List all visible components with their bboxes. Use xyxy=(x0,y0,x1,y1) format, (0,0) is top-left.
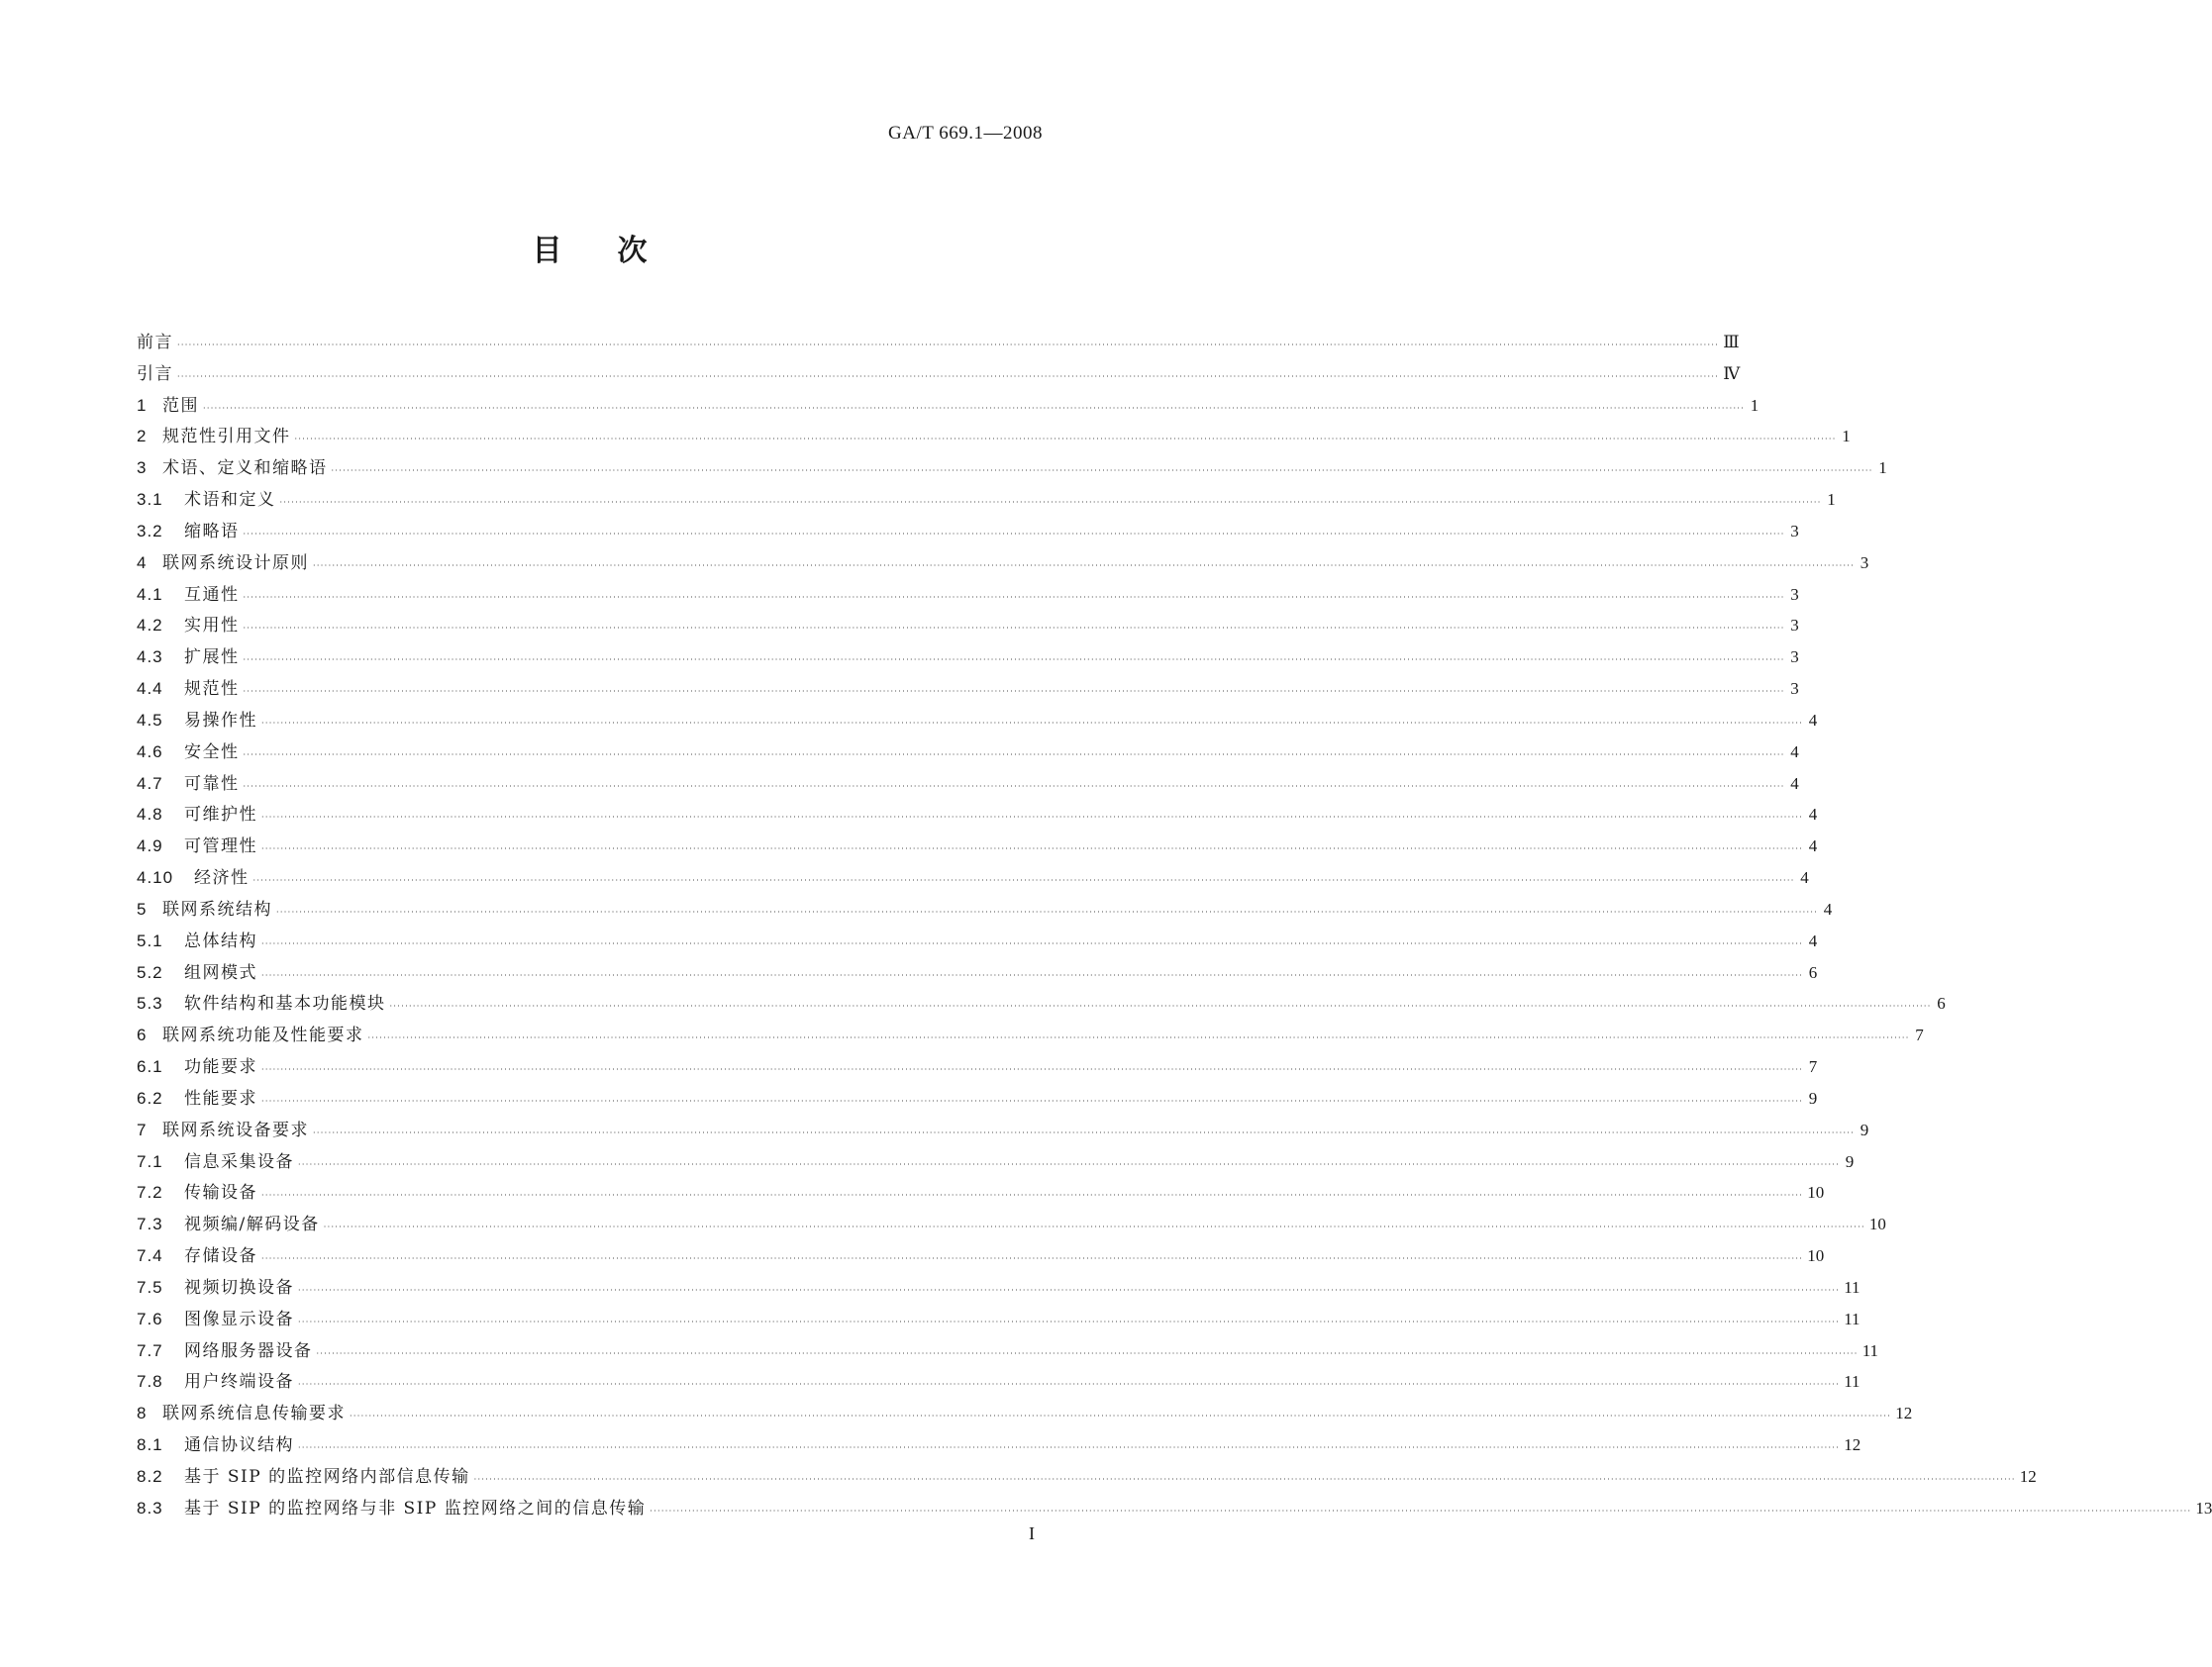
dot-leader: ················································································································································································································································································································································································································ xyxy=(243,529,1785,539)
toc-entry[interactable] xyxy=(137,516,1799,547)
toc-entry-number: 3.2 xyxy=(137,521,163,540)
toc-entry-number: 5 xyxy=(137,899,148,919)
toc-entry-number: 4.4 xyxy=(137,679,163,699)
toc-entry-page: 3 xyxy=(1790,647,1799,667)
dot-leader: ················································································································································································································································································································································································································ xyxy=(298,1159,1841,1169)
toc-entry-number: 5.2 xyxy=(137,962,163,982)
toc-entry-number: 8 xyxy=(137,1404,148,1423)
toc-entry-page: 7 xyxy=(1915,1026,1924,1045)
dot-leader: ················································································································································································································································································································································································································ xyxy=(243,781,1785,791)
dot-leader: ················································································································································································································································································································································································································ xyxy=(261,970,1804,980)
toc-entry-label: 可靠性 xyxy=(184,773,240,794)
toc-entry-number: 4.9 xyxy=(137,836,163,856)
dot-leader: ················································································································································································································································································································································································································ xyxy=(350,1412,1892,1422)
toc-entry-label: 实用性 xyxy=(184,616,240,637)
toc-entry[interactable] xyxy=(137,579,1799,611)
toc-entry-label: 可管理性 xyxy=(184,836,257,857)
toc-entry-page: 13 xyxy=(2195,1498,2212,1518)
dot-leader: ················································································································································································································································································································································································································ xyxy=(473,1474,2016,1484)
toc-entry[interactable] xyxy=(137,1366,1860,1398)
toc-entry[interactable] xyxy=(137,610,1799,641)
toc-entry-number: 7 xyxy=(137,1120,148,1139)
toc-list xyxy=(137,327,2212,1523)
toc-entry-page: 11 xyxy=(1861,1340,1879,1360)
toc-entry-number: 8.2 xyxy=(137,1466,163,1486)
dot-leader: ················································································································································································································································································································································································································ xyxy=(323,1223,1865,1232)
toc-entry-label: 视频编/解码设备 xyxy=(184,1215,320,1235)
page-folio: I xyxy=(1029,1523,1035,1543)
toc-entry-label: 引言 xyxy=(137,363,173,384)
toc-entry[interactable] xyxy=(137,799,1818,831)
dot-leader: ················································································································································································································································································································································································································ xyxy=(331,466,1873,476)
toc-entry-number: 3 xyxy=(137,458,148,478)
toc-entry-label: 组网模式 xyxy=(184,962,257,983)
toc-entry-page: 9 xyxy=(1845,1151,1855,1171)
toc-entry-page: 9 xyxy=(1860,1120,1869,1139)
toc-entry-number: 4.3 xyxy=(137,647,163,667)
toc-entry-label: 通信协议结构 xyxy=(184,1434,294,1455)
dot-leader: ················································································································································································································································································································································································································ xyxy=(261,813,1804,823)
dot-leader: ················································································································································································································································································································································································································ xyxy=(177,371,1720,381)
toc-entry-label: 性能要求 xyxy=(184,1088,257,1109)
toc-title: 目次 xyxy=(532,234,703,268)
toc-entry[interactable] xyxy=(137,358,1741,390)
dot-leader: ················································································································································································································································································································································································································ xyxy=(261,844,1804,854)
toc-entry-label: 信息采集设备 xyxy=(184,1151,294,1172)
dot-leader: ················································································································································································································································································································································································································ xyxy=(177,341,1720,349)
toc-entry-number: 4.5 xyxy=(137,710,163,730)
toc-entry[interactable] xyxy=(137,957,1818,989)
toc-entry[interactable] xyxy=(137,673,1799,705)
toc-entry[interactable] xyxy=(137,705,1818,736)
dot-leader: ················································································································································································································································································································································································································ xyxy=(298,1317,1841,1326)
dot-leader: ················································································································································································································································································································································································································ xyxy=(276,907,1819,917)
toc-entry[interactable] xyxy=(137,1493,2212,1524)
toc-entry-number: 6.1 xyxy=(137,1057,163,1077)
toc-entry-label: 规范性 xyxy=(184,679,240,700)
toc-entry-page: 12 xyxy=(1895,1404,1913,1423)
dot-leader: ················································································································································································································································································································································································································ xyxy=(261,938,1804,948)
toc-entry-label: 术语和定义 xyxy=(184,490,276,511)
toc-entry-label: 联网系统结构 xyxy=(162,899,272,920)
toc-entry-label: 总体结构 xyxy=(184,931,257,951)
toc-entry-label: 规范性引用文件 xyxy=(162,427,291,447)
toc-entry[interactable] xyxy=(137,1304,1860,1335)
toc-entry-page: 12 xyxy=(1844,1434,1861,1454)
toc-entry-page: 4 xyxy=(1808,710,1818,730)
toc-entry[interactable] xyxy=(137,390,1760,422)
toc-entry[interactable] xyxy=(137,862,1809,894)
dot-leader: ················································································································································································································································································································································································································ xyxy=(243,592,1785,602)
toc-entry-page: 1 xyxy=(1827,490,1836,510)
toc-entry[interactable] xyxy=(137,641,1799,673)
dot-leader: ················································································································································································································································································································································································································ xyxy=(243,749,1785,759)
toc-entry-page: 3 xyxy=(1790,584,1799,604)
toc-entry-label: 联网系统设计原则 xyxy=(162,552,309,573)
toc-entry-label: 互通性 xyxy=(184,584,240,605)
toc-entry[interactable] xyxy=(137,421,1851,452)
toc-entry[interactable] xyxy=(137,327,1740,358)
toc-entry-number: 4.8 xyxy=(137,805,163,825)
toc-entry-number: 7.1 xyxy=(137,1151,163,1171)
toc-entry-number: 7.2 xyxy=(137,1183,163,1203)
dot-leader: ················································································································································································································································································································································································································ xyxy=(261,1065,1804,1075)
toc-entry-page: 7 xyxy=(1808,1057,1818,1077)
toc-entry-number: 7.3 xyxy=(137,1215,163,1234)
toc-entry[interactable] xyxy=(137,926,1818,957)
dot-leader: ················································································································································································································································································································································································································ xyxy=(650,1506,2192,1516)
toc-entry-label: 缩略语 xyxy=(184,521,240,541)
toc-entry-number: 4.10 xyxy=(137,868,174,888)
toc-entry-page: 4 xyxy=(1823,899,1833,919)
toc-entry[interactable] xyxy=(137,484,1836,516)
toc-entry-label: 基于 SIP 的监控网络内部信息传输 xyxy=(184,1466,470,1487)
toc-entry-label: 范围 xyxy=(162,395,199,416)
toc-entry-page: 1 xyxy=(1878,458,1887,478)
toc-entry-label: 可维护性 xyxy=(184,805,257,826)
toc-entry-page: 3 xyxy=(1790,679,1799,699)
toc-entry-page: Ⅲ xyxy=(1723,333,1740,351)
toc-entry[interactable] xyxy=(137,1083,1818,1115)
toc-entry-number: 4.2 xyxy=(137,616,163,636)
toc-entry[interactable] xyxy=(137,1461,2037,1493)
toc-entry-page: 11 xyxy=(1844,1372,1860,1392)
toc-entry-label: 前言 xyxy=(137,333,173,352)
dot-leader: ················································································································································································································································································································································································································ xyxy=(298,1285,1841,1295)
toc-entry-number: 3.1 xyxy=(137,490,163,510)
toc-entry[interactable] xyxy=(137,1398,1913,1429)
toc-entry-label: 用户终端设备 xyxy=(184,1372,294,1393)
toc-entry-label: 联网系统信息传输要求 xyxy=(162,1404,346,1424)
toc-entry[interactable] xyxy=(137,1335,1879,1367)
dot-leader: ················································································································································································································································································································································································································ xyxy=(294,435,1837,444)
toc-entry-page: 10 xyxy=(1807,1183,1825,1203)
toc-entry-page: 6 xyxy=(1808,962,1818,982)
toc-entry[interactable] xyxy=(137,831,1818,862)
toc-entry-label: 安全性 xyxy=(184,741,240,762)
dot-leader: ················································································································································································································································································································································································································ xyxy=(243,624,1785,634)
toc-entry-label: 软件结构和基本功能模块 xyxy=(184,994,386,1015)
toc-entry[interactable] xyxy=(137,547,1869,579)
document-code: GA/T 669.1—2008 xyxy=(888,123,1043,144)
toc-entry-number: 7.7 xyxy=(137,1340,163,1360)
toc-entry-label: 网络服务器设备 xyxy=(184,1340,313,1361)
toc-entry-label: 联网系统功能及性能要求 xyxy=(162,1026,364,1046)
toc-entry-page: 3 xyxy=(1790,521,1799,540)
toc-entry-page: 9 xyxy=(1808,1088,1818,1108)
toc-entry-page: 6 xyxy=(1937,994,1946,1014)
toc-entry-page: 4 xyxy=(1790,773,1799,793)
toc-entry-number: 5.1 xyxy=(137,931,163,950)
toc-entry-number: 6.2 xyxy=(137,1088,163,1108)
toc-entry-number: 7.6 xyxy=(137,1309,163,1328)
dot-leader: ················································································································································································································································································································································································································ xyxy=(279,498,1822,508)
toc-entry-number: 7.5 xyxy=(137,1277,163,1297)
dot-leader: ················································································································································································································································································································································································································ xyxy=(316,1348,1859,1358)
dot-leader: ················································································································································································································································································································································································································ xyxy=(243,687,1785,697)
toc-entry[interactable] xyxy=(137,452,1887,484)
toc-entry-page: 4 xyxy=(1800,868,1809,888)
toc-entry[interactable] xyxy=(137,894,1833,926)
toc-entry-page: 4 xyxy=(1808,931,1818,950)
toc-entry-number: 4.7 xyxy=(137,773,163,793)
dot-leader: ················································································································································································································································································································································································································ xyxy=(298,1442,1841,1452)
dot-leader: ················································································································································································································································································································································································································ xyxy=(313,560,1856,570)
toc-entry[interactable] xyxy=(137,1272,1860,1304)
toc-entry-page: 1 xyxy=(1842,427,1851,446)
toc-entry[interactable] xyxy=(137,1115,1869,1146)
toc-entry-label: 联网系统设备要求 xyxy=(162,1120,309,1140)
toc-entry-label: 功能要求 xyxy=(184,1057,257,1078)
toc-entry-number: 8.1 xyxy=(137,1434,163,1454)
toc-entry[interactable] xyxy=(137,1020,1924,1051)
toc-entry-page: 12 xyxy=(2019,1466,2037,1486)
toc-entry-label: 经济性 xyxy=(194,868,250,889)
dot-leader: ················································································································································································································································································································································································································ xyxy=(261,1096,1804,1106)
toc-entry[interactable] xyxy=(137,1051,1818,1083)
toc-entry-page: 3 xyxy=(1790,616,1799,636)
toc-entry-page: Ⅳ xyxy=(1723,363,1741,383)
toc-entry[interactable] xyxy=(137,988,1946,1020)
toc-entry-page: 10 xyxy=(1868,1215,1886,1234)
dot-leader: ················································································································································································································································································································································································································ xyxy=(203,403,1746,413)
toc-entry-page: 10 xyxy=(1807,1246,1825,1266)
toc-entry[interactable] xyxy=(137,736,1799,768)
toc-entry-number: 5.3 xyxy=(137,994,163,1014)
dot-leader: ················································································································································································································································································································································································································ xyxy=(261,1191,1804,1201)
toc-entry-label: 易操作性 xyxy=(184,710,257,731)
toc-entry[interactable] xyxy=(137,1240,1825,1272)
toc-entry-page: 1 xyxy=(1750,395,1760,415)
toc-entry-number: 4.1 xyxy=(137,584,163,604)
dot-leader: ················································································································································································································································································································································································································ xyxy=(243,655,1785,665)
toc-entry-number: 4 xyxy=(137,552,148,572)
toc-entry[interactable] xyxy=(137,1209,1886,1240)
toc-entry-number: 2 xyxy=(137,427,148,446)
dot-leader: ················································································································································································································································································································································································································ xyxy=(298,1380,1841,1390)
toc-entry-label: 扩展性 xyxy=(184,647,240,668)
toc-entry-label: 基于 SIP 的监控网络与非 SIP 监控网络之间的信息传输 xyxy=(184,1498,647,1519)
dot-leader: ················································································································································································································································································································································································································ xyxy=(367,1033,1910,1043)
toc-entry-page: 4 xyxy=(1790,741,1799,761)
toc-entry[interactable] xyxy=(137,1177,1825,1209)
dot-leader: ················································································································································································································································································································································································································ xyxy=(252,876,1795,886)
dot-leader: ················································································································································································································································································································································································································ xyxy=(389,1002,1932,1012)
toc-entry-label: 图像显示设备 xyxy=(184,1309,294,1329)
toc-entry-page: 11 xyxy=(1844,1277,1860,1297)
toc-entry-number: 6 xyxy=(137,1026,148,1045)
toc-entry-number: 1 xyxy=(137,395,148,415)
toc-entry-page: 11 xyxy=(1844,1309,1860,1328)
toc-entry[interactable] xyxy=(137,1429,1861,1461)
toc-entry-number: 4.6 xyxy=(137,741,163,761)
toc-entry-page: 4 xyxy=(1808,836,1818,856)
toc-entry-number: 7.4 xyxy=(137,1246,163,1266)
toc-entry-page: 3 xyxy=(1860,552,1869,572)
toc-entry-number: 8.3 xyxy=(137,1498,163,1518)
toc-entry[interactable] xyxy=(137,768,1799,800)
dot-leader: ················································································································································································································································································································································································································ xyxy=(261,1254,1804,1264)
toc-entry[interactable] xyxy=(137,1146,1855,1178)
toc-entry-label: 传输设备 xyxy=(184,1183,257,1204)
toc-entry-page: 4 xyxy=(1808,805,1818,825)
toc-entry-label: 存储设备 xyxy=(184,1246,257,1267)
toc-entry-label: 术语、定义和缩略语 xyxy=(162,458,328,479)
toc-entry-number: 7.8 xyxy=(137,1372,163,1392)
dot-leader: ················································································································································································································································································································································································································ xyxy=(313,1128,1856,1137)
dot-leader: ················································································································································································································································································································································································································ xyxy=(261,718,1804,728)
toc-entry-label: 视频切换设备 xyxy=(184,1277,294,1298)
